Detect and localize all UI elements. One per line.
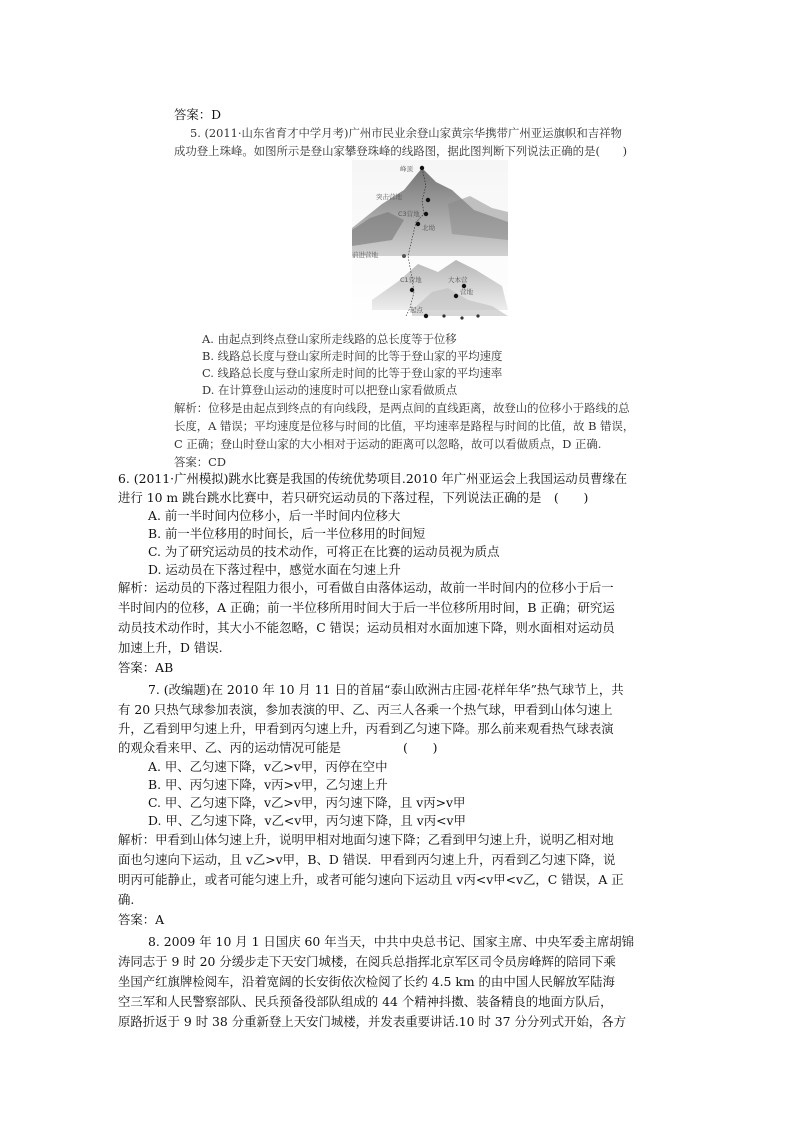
- q7-stem-line-2: 有 20 只热气球参加表演，参加表演的甲、乙、丙三人各乘一个热气球，甲看到山体匀速上: [118, 702, 613, 717]
- q6-option-a: A. 前一半时间内位移小，后一半时间内位移大: [148, 508, 401, 523]
- assault-camp-marker: [426, 198, 430, 202]
- q6-answer: 答案：AB: [118, 660, 174, 675]
- q7-stem-line-3: 升，乙看到甲匀速上升，甲看到丙匀速上升，丙看到乙匀速下降。那么前来观看热气球表演: [118, 721, 614, 736]
- climbing-route-figure: [352, 160, 508, 328]
- q5-option-a: A. 由起点到终点登山家所走线路的总长度等于位移: [202, 332, 457, 346]
- q6-option-d: D. 运动员在下落过程中，感觉水面在匀速上升: [148, 562, 401, 577]
- q7-option-d: D. 甲、乙匀速下降，v乙<v甲，丙匀速下降，且 v丙<v甲: [148, 813, 466, 828]
- q8-stem-line-4: 空三军和人民警察部队、民兵预备役部队组成的 44 个精神抖擞、装备精良的地面方队后，: [118, 994, 613, 1009]
- q6-analysis-line-2: 半时间内的位移，A 正确；前一半位移所用时间大于后一半位移所用时间，B 正确；研究运: [118, 600, 615, 615]
- q7-option-b: B. 甲、丙匀速下降，v丙>v甲，乙匀速上升: [148, 777, 388, 792]
- q7-analysis-line-4: 确.: [118, 892, 135, 907]
- q5-option-b: B. 线路总长度与登山家所走时间的比等于登山家的平均速度: [202, 349, 503, 363]
- q5-option-c: C. 线路总长度与登山家所走时间的比等于登山家的平均速率: [202, 366, 503, 380]
- figure-label-advanced-camp: 前进营地: [352, 251, 378, 259]
- q6-analysis-line-4: 加速上升，D 错误.: [118, 640, 223, 655]
- camp-marker: [454, 294, 458, 298]
- figure-label-base-camp: 大本营: [448, 276, 468, 284]
- route-dot-1: [442, 314, 445, 317]
- q8-stem-line-3: 坐国产红旗牌检阅车，沿着宽阔的长安街依次检阅了长约 4.5 km 的由中国人民解放军陆海: [118, 974, 615, 989]
- figure-label-start: 起点: [410, 306, 423, 314]
- route-dot-2: [460, 316, 463, 319]
- north-col-marker: [416, 222, 420, 226]
- q5-stem-line-1: 5. (2011·山东省育才中学月考)广州市民业余登山家黄宗华携带广州亚运旗帜和吉祥物: [190, 126, 622, 140]
- q7-analysis-line-3: 明丙可能静止，或者可能匀速上升，或者可能匀速向下运动且 v丙<v甲<v乙，C 错误，A 正: [118, 872, 624, 887]
- q6-stem-line-2: 进行 10 m 跳台跳水比赛中，若只研究运动员的下落过程，下列说法正确的是 ( ): [118, 490, 589, 505]
- mountain-route-diagram: [352, 160, 508, 328]
- q6-stem-line-1: 6. (2011·广州模拟)跳水比赛是我国的传统优势项目.2010 年广州亚运会上我国运动员曹缘在: [118, 471, 628, 486]
- q7-analysis-line-1: 解析：甲看到山体匀速上升，说明甲相对地面匀速下降；乙看到甲匀速上升，说明乙相对地: [118, 832, 614, 847]
- q7-analysis-line-2: 面也匀速向下运动，且 v乙>v甲，B、D 错误．甲看到丙匀速上升，丙看到乙匀速下降，说: [118, 852, 616, 867]
- answer-previous: 答案：D: [174, 107, 222, 122]
- advanced-camp-marker: [402, 254, 406, 258]
- q8-stem-line-1: 8. 2009 年 10 月 1 日国庆 60 年当天，中共中央总书记、国家主席、中央军委主席胡锦: [148, 934, 634, 949]
- q6-analysis-line-1: 解析：运动员的下落过程阻力很小，可看做自由落体运动，故前一半时间内的位移小于后一: [118, 580, 614, 595]
- route-dot-3: [476, 314, 479, 317]
- q6-option-c: C. 为了研究运动员的技术动作，可将正在比赛的运动员视为质点: [148, 544, 500, 559]
- figure-label-c1: C1营地: [400, 276, 422, 284]
- q6-option-b: B. 前一半位移用的时间长，后一半位移用的时间短: [148, 526, 426, 541]
- q7-option-c: C. 甲、乙匀速下降，v乙>v甲，丙匀速下降，且 v丙>v甲: [148, 795, 466, 810]
- q6-analysis-line-3: 动员技术动作时，其大小不能忽略，C 错误；运动员相对水面加速下降，则水面相对运动员: [118, 620, 615, 635]
- q7-answer: 答案：A: [118, 912, 165, 927]
- q5-option-d: D. 在计算登山运动的速度时可以把登山家看做质点: [202, 383, 458, 397]
- figure-label-assault-camp: 突击营地: [376, 193, 402, 201]
- start-marker: [424, 314, 428, 318]
- q5-analysis-line-3: C 正确；登山时登山家的大小相对于运动的距离可以忽略，故可以看做质点，D 正确.: [174, 437, 602, 451]
- q7-stem-line-1: 7. (改编题)在 2010 年 10 月 11 日的首届“泰山欧洲古庄园·花样年华”热气球节上，共: [148, 682, 624, 697]
- c3-camp-marker: [424, 212, 428, 216]
- figure-label-c3: C3营地: [398, 210, 420, 218]
- summit-marker: [420, 166, 424, 170]
- q5-analysis-line-1: 解析：位移是由起点到终点的有向线段，是两点间的直线距离，故登山的位移小于路线的总: [174, 401, 630, 415]
- q5-analysis-line-2: 长度，A 错误；平均速度是位移与时间的比值，平均速率是路程与时间的比值，故 B 错误，: [174, 419, 635, 433]
- q8-stem-line-5: 原路折返于 9 时 38 分重新登上天安门城楼，并发表重要讲话.10 时 37 分分列式开始，各方: [118, 1014, 626, 1029]
- q5-answer: 答案：CD: [174, 455, 227, 469]
- figure-label-north-col: 北坳: [422, 224, 435, 232]
- figure-label-camp: 营地: [460, 288, 473, 296]
- q5-stem-line-2: 成功登上珠峰。如图所示是登山家攀登珠峰的线路图，据此图判断下列说法正确的是( ): [174, 144, 628, 158]
- q7-option-a: A. 甲、乙匀速下降，v乙>v甲，丙停在空中: [148, 759, 388, 774]
- q8-stem-line-2: 涛同志于 9 时 20 分缓步走下天安门城楼，在阅兵总指挥北京军区司令员房峰辉的陪同下乘: [118, 954, 616, 969]
- q7-stem-line-4: 的观众看来甲、乙、丙的运动情况可能是 ( ): [118, 740, 438, 755]
- c1-camp-marker: [410, 288, 414, 292]
- figure-label-peak: 峰顶: [400, 165, 413, 173]
